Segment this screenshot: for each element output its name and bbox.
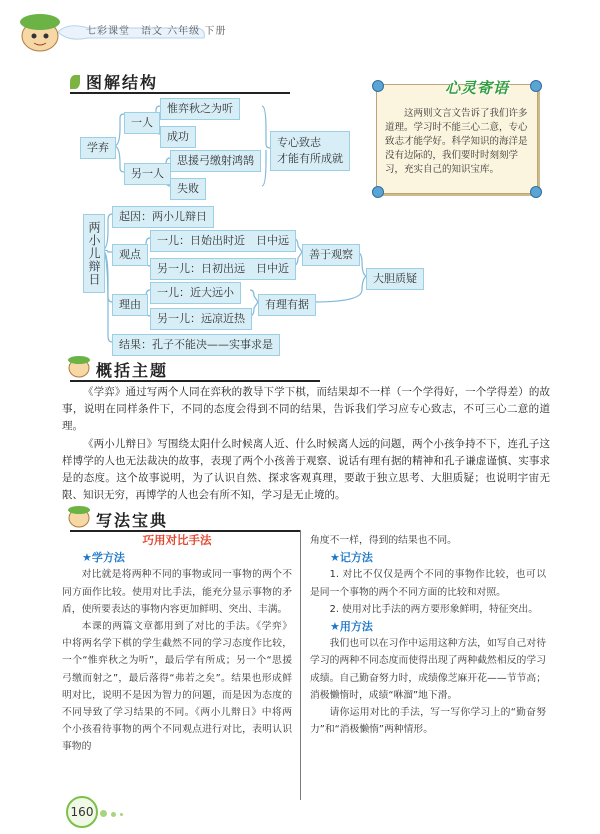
decorative-dot [120,813,123,816]
learn-method-text: 对比就是将两种不同的事物或同一事物的两个不同方面作比较。使用对比手法，能充分显示事物的矛盾，使所要表达的事物内容更加鲜明、突出、丰满。 [62,569,292,615]
pin-icon [372,186,384,198]
map-node-b-item-1: 思援弓缴射鸿鹄 [170,150,261,172]
exercise-text: 请你运用对比的手法，写一写你学习上的“勤奋努力”和“消极懒惰”两种情形。 [310,707,546,736]
map-node-person-a: 一人 [124,112,160,134]
map-node-person-b: 另一人 [124,163,171,185]
note-text: 这两则文言文告诉了我们许多道理。学习时不能三心二意，专心致志才能学好。科学知识的海洋是没有边际的，我们要时时刻刻学习，充实自己的知识宝库。 [385,108,528,175]
map-node-a-item-1: 惟弈秋之为听 [160,98,240,120]
map-node-view-1: 一儿：日始出时近 日中远 [150,230,296,252]
use-method-label: ★用方法 [330,620,373,634]
conclusion-line-1: 专心致志 [277,136,321,149]
theme-paragraph-2: 《两小儿辩日》写围绕太阳什么时候离人近、什么时候离人远的问题，两个小孩争持不下，连孔子这样博学的人也无法裁决的故事，表现了两个小孩善于观察、说话有理有据的精神和孔子谦虚谨慎、实事求是的态度。这个故事说明，为了认识自然、探求客观真理，要敢于独立思考、大胆质疑；也说明宇宙无限、知识无穷，再博学的人也会有所不知，学习是无止境的。 [62,438,550,501]
continued-text: 角度不一样，得到的结果也不同。 [310,535,457,546]
decorative-dot [100,810,107,817]
section-title: 图解结构 [86,73,159,92]
use-method-text: 我们也可以在习作中运用这种方法，如写自己对待学习的两种不同态度而使得出现了两种截然相反的学习成绩。自己勤奋努力时，成绩像芝麻开花——节节高；消极懒惰时，成绩“咻溜”地下滑。 [310,638,546,701]
section-title-theme: 概括主题 [96,361,169,380]
conclusion-line-2: 才能有所成就 [277,152,343,165]
map-node-root: 学弃 [80,137,116,159]
left-column [62,532,292,756]
heart-message-card [376,79,538,194]
page-number: 160 [66,796,98,828]
pin-icon [530,186,542,198]
title-underline [70,380,320,382]
map-node-reason-2: 另一儿：远凉近热 [150,308,252,330]
map-node-start: 起因：两小儿辩日 [112,206,214,228]
pin-icon [530,80,542,92]
map-node-result: 结果：孔子不能决——实事求是 [112,334,280,356]
map-node-observe: 善于观察 [302,244,360,266]
map-node-conclusion [270,131,350,171]
theme-paragraph-1: 《学弈》通过写两个人同在弈秋的教导下学下棋，而结果却不一样（一个学得好，一个学得差）的故事，说明在同样条件下，不同的态度会得到不同的结果，告诉我们学习应专心致志，不可三心二意的道理。 [62,386,550,432]
method-heading: 巧用对比手法 [142,533,212,547]
map-node-view-2: 另一儿：日初出远 日中近 [150,258,296,280]
remember-point-1: 1. 对比不仅仅是两个不同的事物作比较，也可以是同一个事物的两个不同方面的比较和对照。 [310,569,546,598]
map-node-root-2: 两小儿辩日 [83,214,105,293]
decorative-dot [111,812,116,817]
mascot-small-icon [66,354,92,378]
analysis-text: 本课的两篇文章都用到了对比的手法。《学弈》中将两名学下棋的学生截然不同的学习态度作比较，一个“惟弈秋之为听”，最后学有所成；另一个“思援弓缴而射之”，最后落得“弗若之矣”。结果也形成鲜明对比，说明不是因为智力的问题，而是因为态度的不同导致了学习结果的不同。《两小儿辩日》中将两个小孩看待事物的两个不同观点进行对比，表明认识事物的 [62,621,292,753]
map-node-reason-1: 一儿：近大远小 [150,282,241,304]
right-column [310,532,546,738]
remember-point-2: 2. 使用对比手法的两方要形象鲜明，特征突出。 [329,603,538,615]
section-title-writing: 写法宝典 [96,511,169,530]
book-header: 七彩课堂 语文 六年级 下册 [86,26,227,37]
pin-icon [372,80,384,92]
map-node-viewpoint: 观点 [112,244,148,266]
map-node-bold: 大胆质疑 [366,268,424,290]
map-node-evidence: 有理有据 [258,294,316,316]
note-title: 心灵寄语 [445,79,510,97]
map-node-reason: 理由 [112,294,148,316]
map-node-a-item-2: 成功 [160,126,196,148]
learn-method-label: ★学方法 [82,551,125,565]
map-node-b-item-2: 失败 [170,178,206,200]
remember-method-label: ★记方法 [330,551,373,565]
mascot-small-icon [66,504,92,528]
column-divider [300,530,301,800]
